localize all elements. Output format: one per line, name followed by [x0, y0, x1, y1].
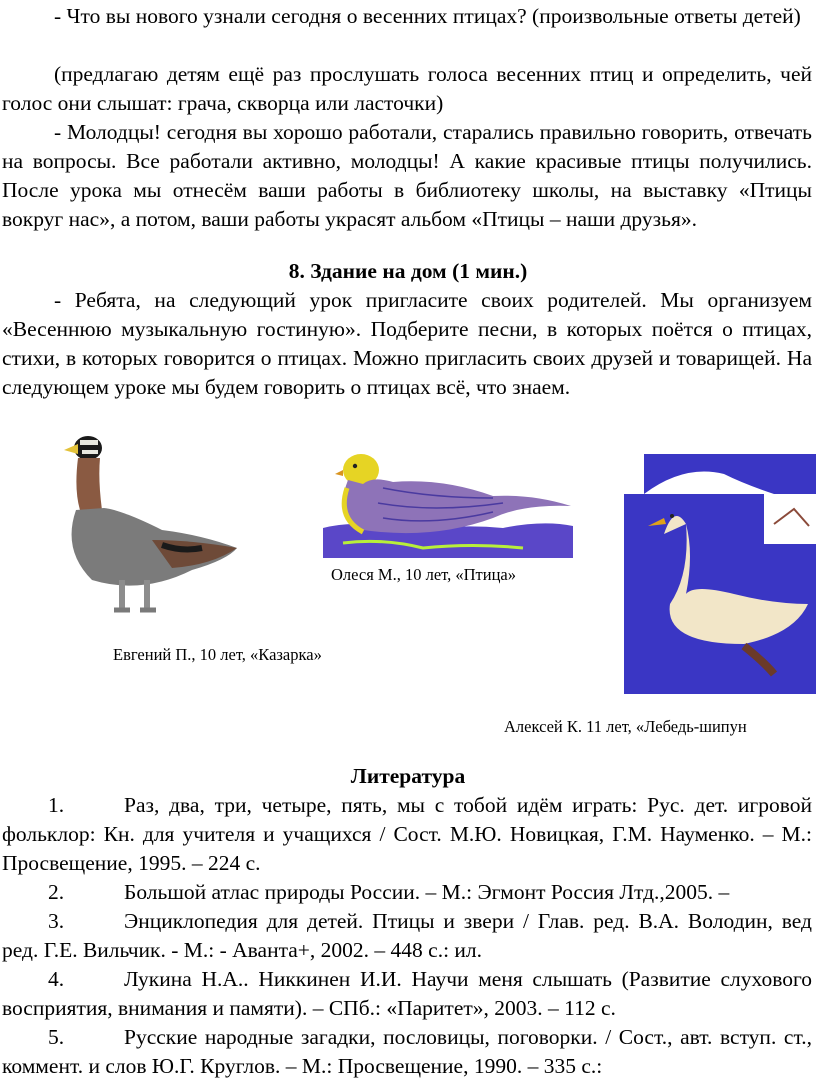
caption-goose: Евгений П., 10 лет, «Казарка» — [113, 645, 322, 664]
literature-item-number: 3. — [48, 909, 65, 933]
swan-drawing — [624, 454, 816, 694]
literature-item-text: Русские народные загадки, пословицы, поговорки. / Сост., авт. вступ. ст., коммент. и слов Ю.Г. Круглов. – М.: Просвещение, 1990. – 335 с.: — [2, 1025, 812, 1078]
literature-item-number: 2. — [48, 880, 65, 904]
literature-item-2 — [2, 878, 812, 907]
literature-item-text: Энциклопедия для детей. Птицы и звери / Глав. ред. В.А. Володин, вед ред. Г.Е. Вильчик. - М.: - Аванта+, 2002. – 448 с.: ил. — [2, 909, 812, 962]
literature-item-text: Лукина Н.А.. Никкинен И.И. Научи меня слышать (Развитие слухового восприятия, внимания и памяти). – СПб.: «Паритет», 2003. – 112 с. — [2, 967, 812, 1020]
paragraph-homework: - Ребята, на следующий урок пригласите своих родителей. Мы организуем «Весеннюю музыкальную гостиную». Подберите песни, в которых поётся о птицах, стихи, в которых говорится о птицах. Можно пригласить своих друзей и товарищей. На следующем уроке мы будем говорить о птицах всё, что знаем. — [2, 288, 812, 399]
caption-bird: Олеся М., 10 лет, «Птица» — [331, 565, 516, 584]
literature-item-5 — [2, 1023, 812, 1081]
literature-item-text: Большой атлас природы России. – М.: Эгмонт Россия Лтд.,2005. – — [124, 880, 730, 904]
literature-item-1 — [2, 791, 812, 878]
literature-item-3 — [2, 907, 812, 965]
section-heading-homework: 8. Здание на дом (1 мин.) — [288, 259, 528, 283]
bird-drawing — [323, 448, 573, 558]
literature-item-text: Раз, два, три, четыре, пять, мы с тобой идём играть: Рус. дет. игровой фольклор: Кн. для учителя и учащихся / Сост. М.Ю. Новицкая, Г.М. Науменко. – М.: Просвещение, 1995. – 224 с. — [2, 793, 812, 875]
literature-item-number: 5. — [48, 1025, 65, 1049]
literature-heading: Литература — [350, 764, 466, 788]
literature-item-number: 1. — [48, 793, 65, 817]
literature-item-4 — [2, 965, 812, 1023]
caption-swan: Алексей К. 11 лет, «Лебедь-шипун — [504, 717, 747, 736]
literature-item-number: 4. — [48, 967, 65, 991]
paragraph-listen-voices: (предлагаю детям ещё раз прослушать голоса весенних птиц и определить, чей голос они слышат: грача, скворца или ласточки) — [2, 62, 812, 115]
paragraph-praise: - Молодцы! сегодня вы хорошо работали, старались правильно говорить, отвечать на вопросы. Все работали активно, молодцы! А какие красивые птицы получились. После урока мы отнесём ваши работы в библиотеку школы, на выставку «Птицы вокруг нас», а потом, ваши работы украсят альбом «Птицы – наши друзья». — [2, 120, 812, 231]
paragraph-question: - Что вы нового узнали сегодня о весенних птицах? (произвольные ответы детей) — [54, 4, 801, 28]
goose-drawing — [52, 430, 242, 620]
